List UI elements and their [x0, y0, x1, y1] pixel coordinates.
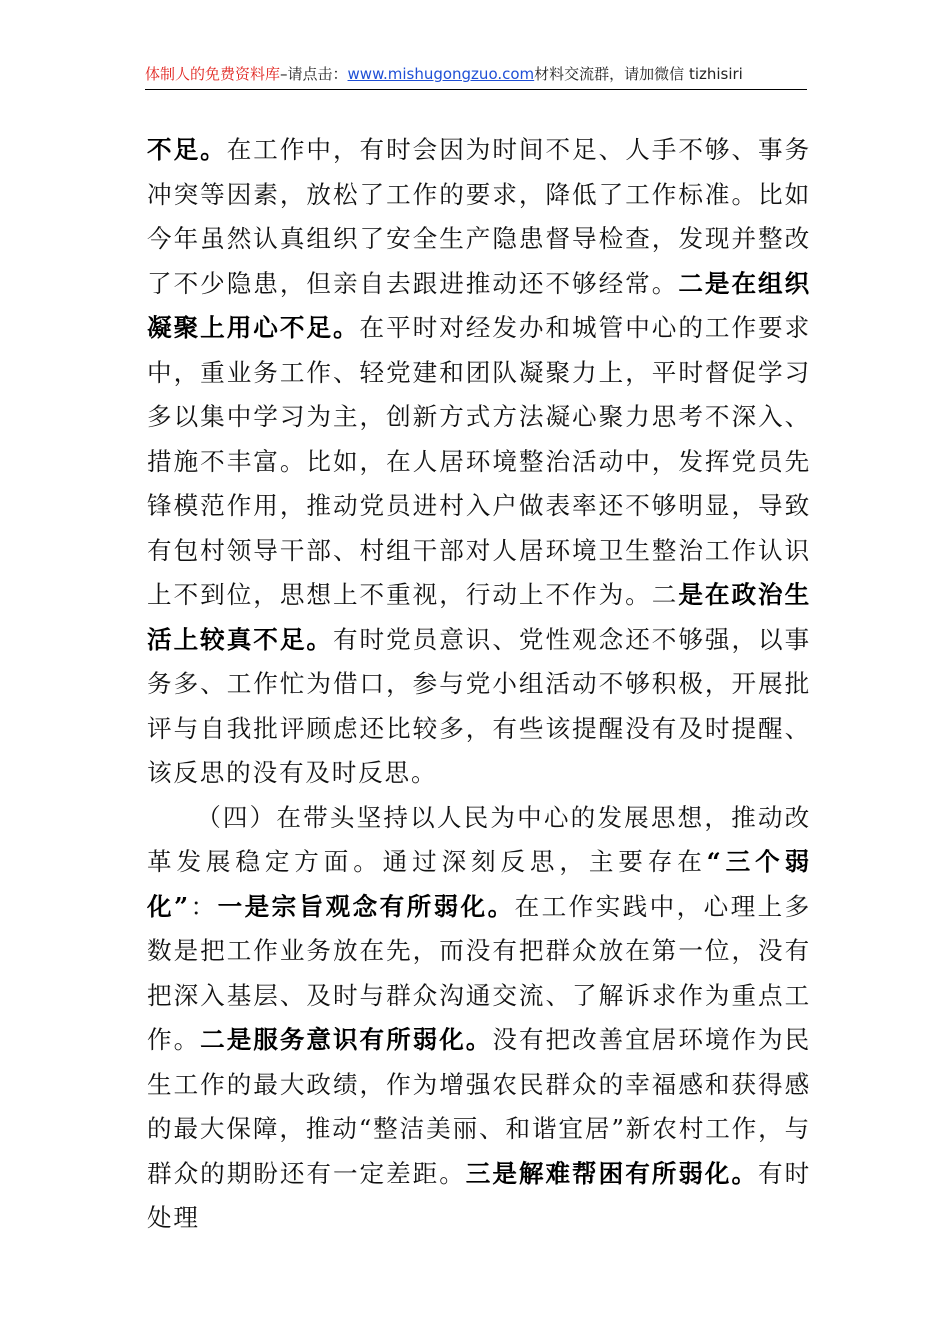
header-click-label: –请点击：: [280, 65, 348, 83]
paragraph-1: [147, 128, 811, 796]
body-text: 有时党员意识、党性观念还不够强，以事务多、工作忙为借口，参与党小组活动不够积极，开展批评与自我批评顾虑还比较多，有些该提醒没有及时提醒、该反思的没有及时反思。: [147, 624, 811, 787]
bold-phrase: 二是服务意识有所弱化。: [200, 1025, 493, 1054]
body-text: 在工作中，有时会因为时间不足、人手不够、事务冲突等因素，放松了工作的要求，降低了工作标准。比如今年虽然认真组织了安全生产隐患督导检查，发现并整改了不少隐患，但亲自去跟进推动还不够经常。: [147, 135, 811, 298]
body-text: 在工作实践中，心理上多数是把工作业务放在先，而没有把群众放在第一位，没有把深入基层、及时与群众沟通交流、了解诉求作为重点工作。: [147, 891, 811, 1054]
bold-phrase: 二是在组织凝聚上用心不足。: [147, 268, 811, 342]
body-text: ：: [189, 891, 218, 921]
page-header: [145, 64, 807, 90]
header-contact: 材料交流群，请加微信 tizhisiri: [534, 65, 743, 83]
body-text: 没有把改善宜居环境作为民生工作的最大政绩，作为增强农民群众的幸福感和获得感的最大保障，推动“整洁美丽、和谐宜居”新农村工作，与群众的期盼还有一定差距。: [147, 1025, 811, 1188]
header-site-name: 体制人的免费资料库: [145, 65, 281, 83]
document-body: [147, 128, 811, 1241]
bold-phrase: 是在政治生活上较真不足。: [147, 580, 811, 654]
bold-phrase: 一是宗旨观念有所弱化。: [217, 891, 515, 921]
header-url-link[interactable]: www.mishugongzuo.com: [347, 65, 535, 83]
bold-phrase: 不足。: [147, 135, 227, 164]
bold-phrase: 三是解难帮困有所弱化。: [465, 1158, 759, 1188]
bold-phrase: “三个弱化”: [147, 847, 811, 921]
paragraph-2: [147, 796, 811, 1241]
body-text: 有时处理: [147, 1158, 811, 1232]
body-text: 在平时对经发办和城管中心的工作要求中，重业务工作、轻党建和团队凝聚力上，平时督促学习多以集中学习为主，创新方式方法凝心聚力思考不深入、措施不丰富。比如，在人居环境整治活动中，发挥党员先锋模范作用，推动党员进村入户做表率还不够明显，导致有包村领导干部、村组干部对人居环境卫生整治工作认识上不到位，思想上不重视，行动上不作为。二: [147, 313, 811, 609]
body-text: （四）在带头坚持以人民为中心的发展思想，推动改革发展稳定方面。通过深刻反思，主要存在: [147, 802, 811, 876]
